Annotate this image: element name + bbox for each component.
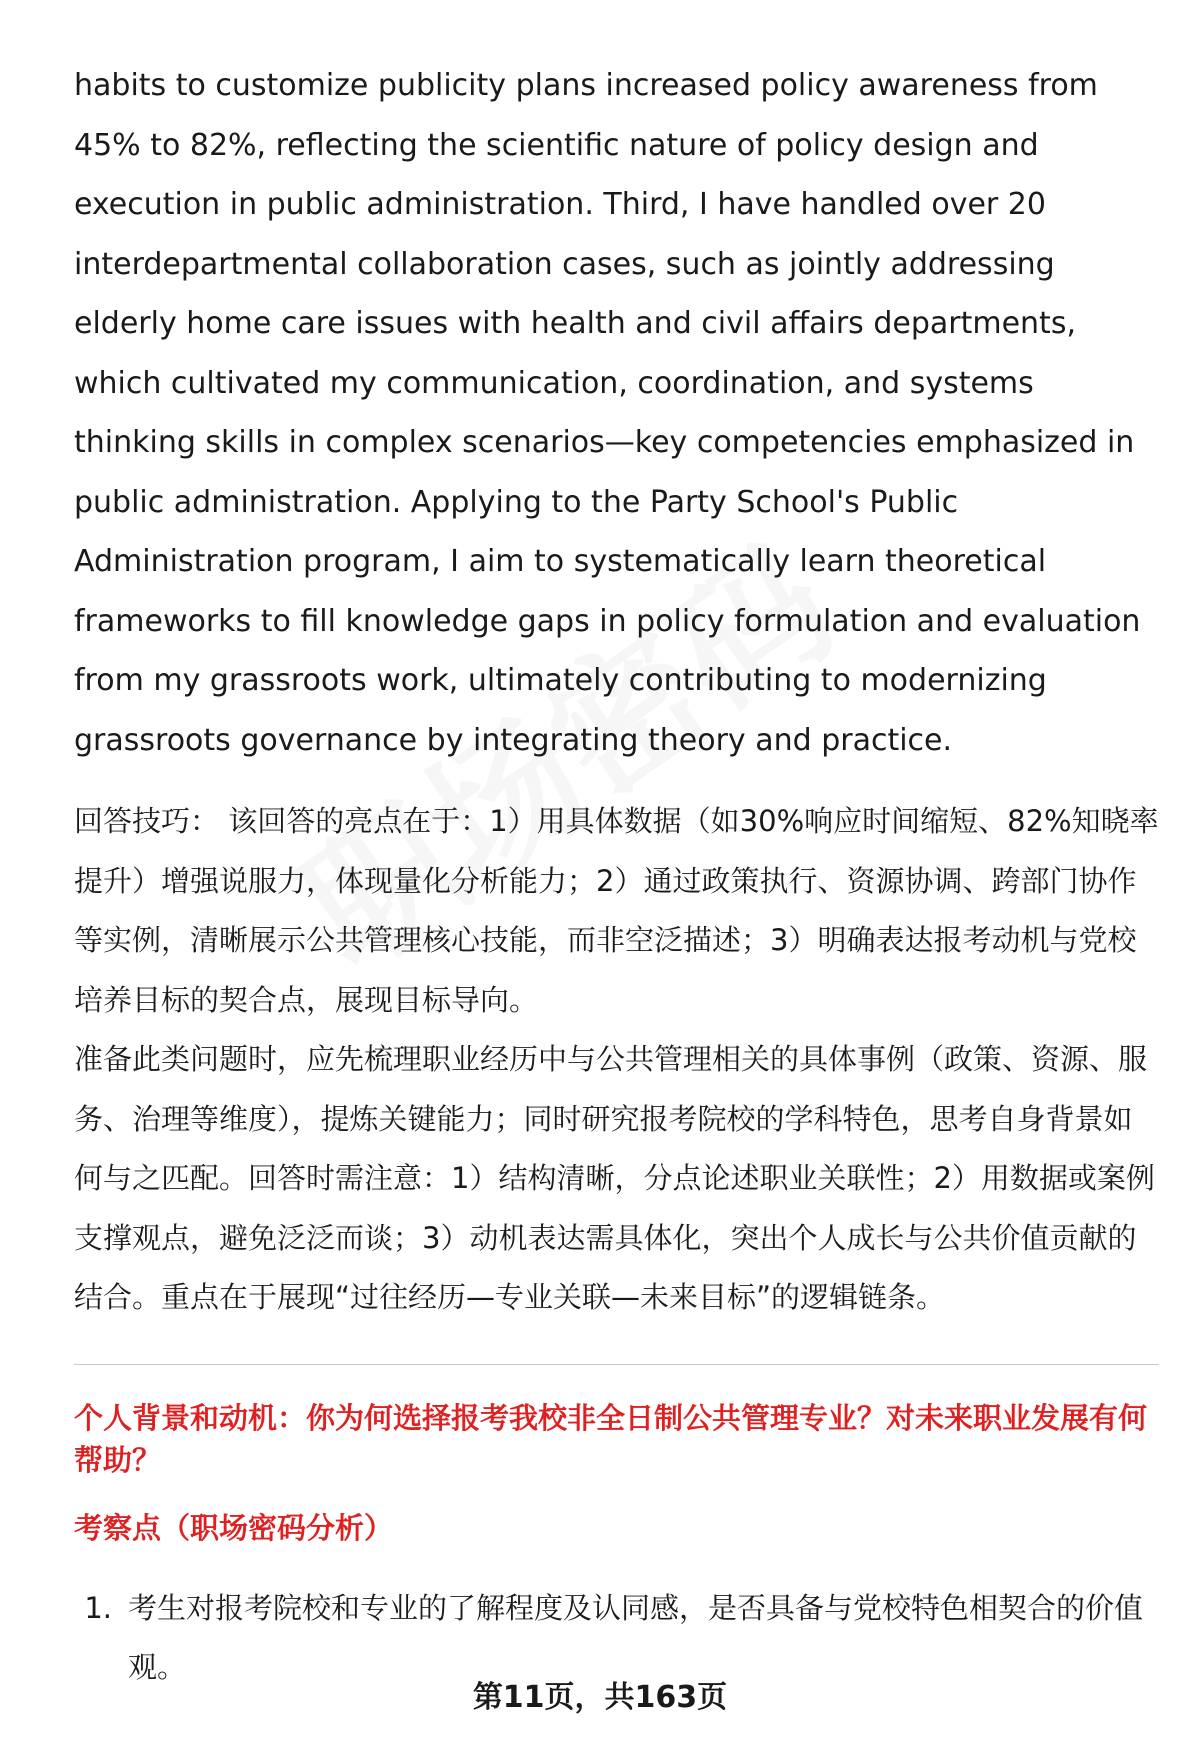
document-page: [74, 56, 1159, 1698]
list-item-number: 1.: [84, 1590, 112, 1625]
preparation-paragraph: 准备此类问题时，应先梳理职业经历中与公共管理相关的具体事例（政策、资源、服务、治理等维度），提炼关键能力；同时研究报考院校的学科特色，思考自身背景如何与之匹配。回答时需注意：1）结构清晰，分点论述职业关联性；2）用数据或案例支撑观点，避免泛泛而谈；3）动机表达需具体化，突出个人成长与公共价值贡献的结合。重点在于展现“过往经历—专业关联—未来目标”的逻辑链条。: [74, 1042, 1155, 1314]
english-answer-paragraph: habits to customize publicity plans increased policy awareness from 45% to 82%, reflecting the scientific nature of policy design and execution in public administration. Third, I have handled over 20 interdepartmental collaboration cases, such as jointly addressing elderly home care issues with health and civil affairs departments, which cultivated my communication, coordination, and systems thinking skills in complex scenarios—key competencies emphasized in public administration. Applying to the Party School's Public Administration program, I aim to systematically learn theoretical frameworks to fill knowledge gaps in policy formulation and evaluation from my grassroots work, ultimately contributing to modernizing grassroots governance by integrating theory and practice.: [74, 68, 1141, 758]
section-divider: [74, 1364, 1159, 1365]
question-subheading: 考察点（职场密码分析）: [74, 1510, 394, 1545]
list-item-text: 考生对报考院校和专业的了解程度及认同感，是否具备与党校特色相契合的价值观。: [128, 1590, 1144, 1684]
question-heading: 个人背景和动机：你为何选择报考我校非全日制公共管理专业？对未来职业发展有何帮助？: [74, 1400, 1148, 1477]
page-number-footer: 第11页，共163页: [472, 1680, 728, 1715]
answer-tips-paragraph: 回答技巧： 该回答的亮点在于：1）用具体数据（如30%响应时间缩短、82%知晓率提升）增强说服力，体现量化分析能力；2）通过政策执行、资源协调、跨部门协作等实例，清晰展示公共管理核心技能，而非空泛描述；3）明确表达报考动机与党校培养目标的契合点，展现目标导向。: [74, 804, 1159, 1017]
